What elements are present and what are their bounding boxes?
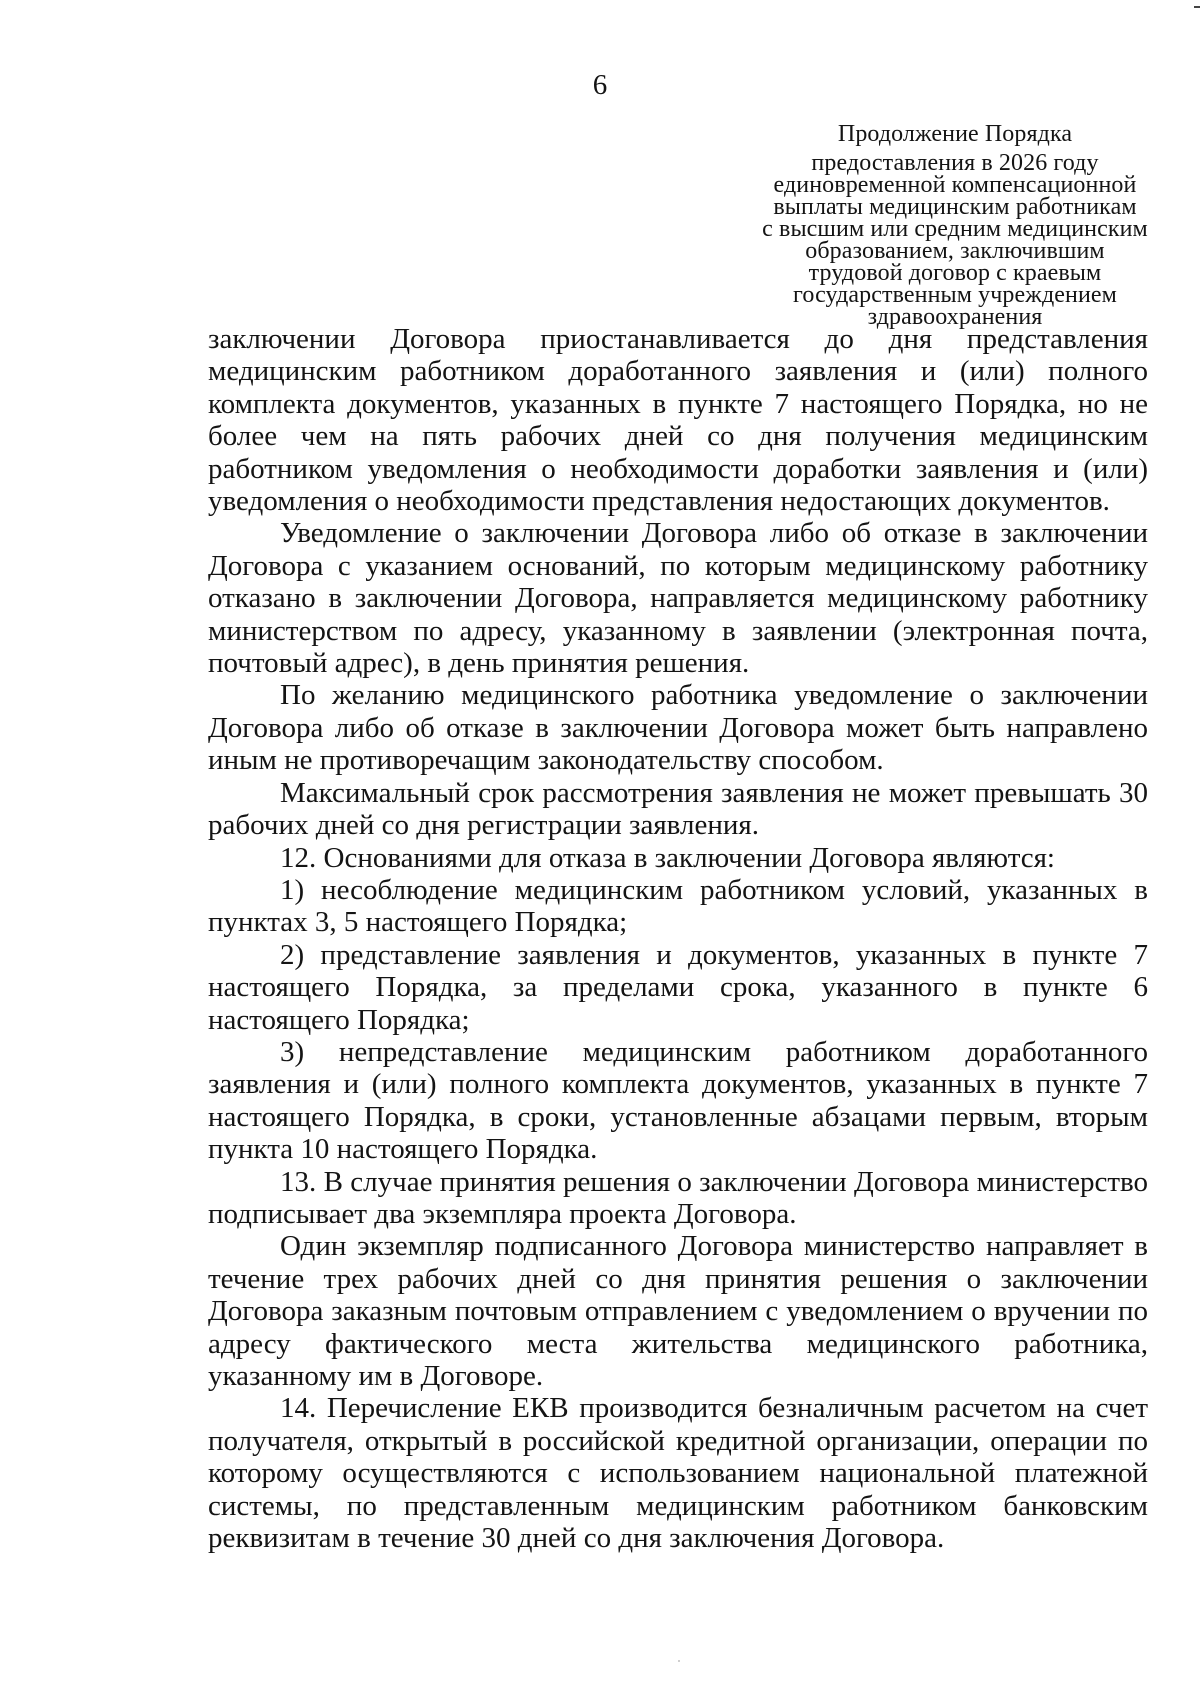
header-line: здравоохранения [867, 304, 1043, 330]
header-line: государственным учреждением [793, 282, 1117, 308]
header-line: с высшим или средним медицинским [762, 216, 1148, 242]
header-line: трудовой договор с краевым [808, 260, 1102, 286]
paragraph-item-13-copy: Один экземпляр подписанного Договора министерство направляет в течение трех рабочих дней со дня принятия решения о заключении Договора заказным почтовым отправлением с уведомлением о вручении по адресу фактического места жительства медицинского работника, указанному им в Договоре. [208, 1230, 1148, 1392]
header-line: предоставления в 2026 году [811, 150, 1099, 176]
paragraph-item-12: 12. Основаниями для отказа в заключении Договора являются: [280, 841, 1055, 874]
paragraph-continuation: заключении Договора приостанавливается до дня представления медицинским работником доработанного заявления и (или) полного комплекта документов, указанных в пункте 7 настоящего Порядка, но не более чем на пять рабочих дней со дня получения медицинским работником уведомления о необходимости доработки заявления и (или) уведомления о необходимости представления недостающих документов. [208, 323, 1148, 518]
paragraph-item-12-2: 2) представление заявления и документов, указанных в пункте 7 настоящего Порядка, за пределами срока, указанного в пункте 6 настоящего Порядка; [208, 938, 1148, 1036]
scan-edge-mark [1194, 6, 1200, 8]
header-line: образованием, заключившим [805, 238, 1105, 264]
paragraph-item-13: 13. В случае принятия решения о заключении Договора министерство подписывает два экземпляра проекта Договора. [208, 1165, 1148, 1230]
paragraph-alternative-delivery: По желанию медицинского работника уведомление о заключении Договора либо об отказе в заключении Договора может быть направлено иным не противоречащим законодательству способом. [208, 679, 1148, 777]
paragraph-item-12-1: 1) несоблюдение медицинским работником условий, указанных в пунктах 3, 5 настоящего Порядка; [208, 873, 1148, 939]
header-line: единовременной компенсационной [773, 172, 1137, 198]
header-line: выплаты медицинским работникам [773, 194, 1137, 220]
paragraph-item-14: 14. Перечисление ЕКВ производится безналичным расчетом на счет получателя, открытый в российской кредитной организации, операции по которому осуществляются с использованием национальной платежной системы, по представленным медицинским работником банковским реквизитам в течение 30 дней со дня заключения Договора. [208, 1392, 1148, 1555]
paragraph-max-term: Максимальный срок рассмотрения заявления не может превышать 30 рабочих дней со дня регистрации заявления. [208, 776, 1148, 842]
scan-dot-mark [678, 1660, 680, 1662]
header-line: Продолжение Порядка [837, 121, 1073, 147]
paragraph-notification: Уведомление о заключении Договора либо об отказе в заключении Договора с указанием оснований, по которым медицинскому работнику отказано в заключении Договора, направляется медицинскому работнику министерством по адресу, указанному в заявлении (электронная почта, почтовый адрес), в день принятия решения. [208, 517, 1148, 680]
paragraph-item-12-3: 3) непредставление медицинским работником доработанного заявления и (или) полного комплекта документов, указанных в пункте 7 настоящего Порядка, в сроки, установленные абзацами первым, вторым пункта 10 настоящего Порядка. [208, 1035, 1148, 1166]
document-header [740, 120, 1170, 328]
page-number: 6 [592, 69, 608, 101]
document-body [208, 323, 1148, 1554]
